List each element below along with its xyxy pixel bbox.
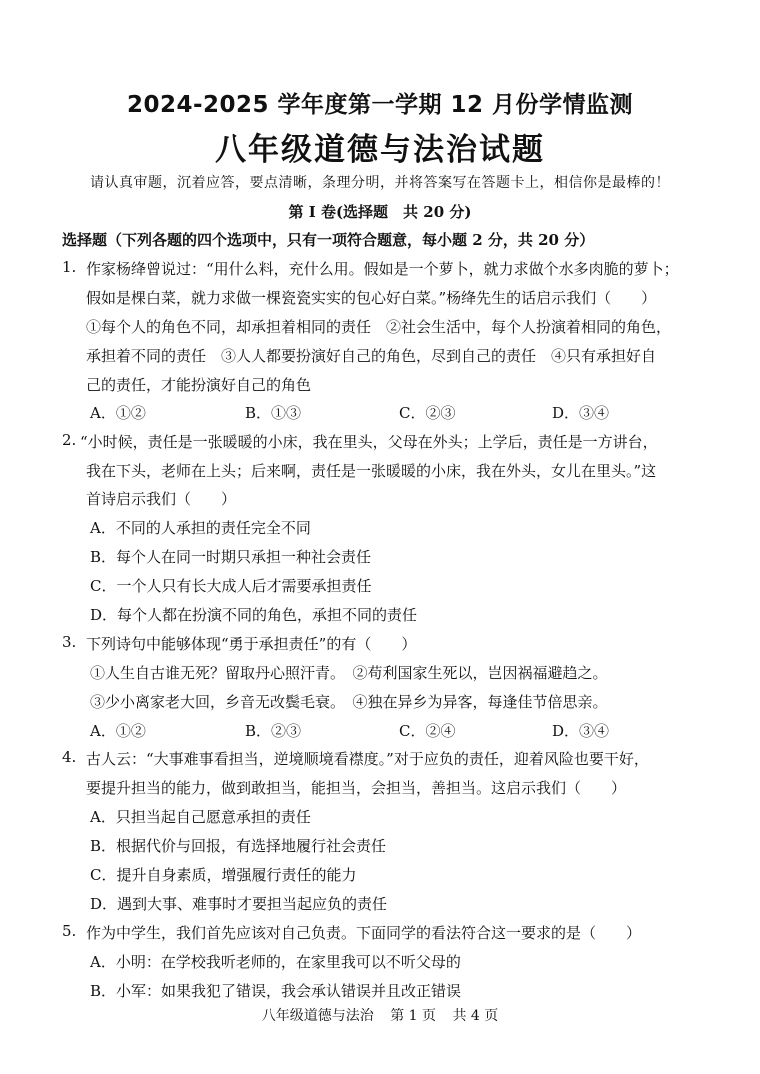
option-b: B．①③	[245, 404, 302, 422]
question-text-line: “小时候，责任是一张暖暖的小床，我在里头，父母在外头；上学后，责任是一方讲台，	[80, 433, 658, 451]
question-text-line: 我在下头，老师在上头；后来啊，责任是一张暖暖的小床，我在外头，女儿在里头。”这	[86, 462, 657, 480]
exam-title-line1: 2024-2025 学年度第一学期 12 月份学情监测	[126, 92, 634, 118]
section-title: 第 I 卷(选择题 共 20 分)	[288, 203, 472, 221]
question-text-line: 首诗启示我们（ ）	[86, 490, 237, 508]
question-number: 1.	[62, 258, 77, 276]
footer-page-number: 第 1 页	[390, 1008, 436, 1024]
question-number: 5.	[62, 922, 77, 940]
option-c: C．②④	[399, 722, 456, 740]
option-b: B．每个人在同一时期只承担一种社会责任	[90, 548, 372, 566]
option-b: B．根据代价与回报，有选择地履行社会责任	[90, 837, 387, 855]
option-c: C．一个人只有长大成人后才需要承担责任	[90, 577, 372, 595]
option-d: D．③④	[552, 404, 610, 422]
question-text-line: 下列诗句中能够体现“勇于承担责任”的有（ ）	[86, 635, 417, 653]
option-a: A．①②	[90, 722, 146, 740]
option-d: D．③④	[552, 722, 610, 740]
option-b: B．小军：如果我犯了错误，我会承认错误并且改正错误	[90, 982, 462, 1000]
section-instruction: 选择题（下列各题的四个选项中，只有一项符合题意，每小题 2 分，共 20 分）	[62, 231, 595, 249]
question-number: 2.	[62, 431, 77, 449]
question-text-line: 假如是棵白菜，就力求做一棵瓷瓷实实的包心好白菜。”杨绛先生的话启示我们（ ）	[86, 289, 657, 307]
question-number: 4.	[62, 748, 77, 766]
option-a: A．只担当起自己愿意承担的责任	[90, 808, 311, 826]
question-text-line: 作家杨绛曾说过：“用什么料，充什么用。假如是一个萝卜，就力求做个水多肉脆的萝卜；	[86, 260, 679, 278]
footer-subject: 八年级道德与法治	[261, 1008, 374, 1024]
option-a: A．不同的人承担的责任完全不同	[90, 519, 311, 537]
question-text-line: 古人云：“大事难事看担当，逆境顺境看襟度。”对于应负的责任，迎着风险也要干好，	[86, 750, 649, 768]
page-footer	[0, 1005, 760, 1025]
question-text-line: 作为中学生，我们首先应该对自己负责。下面同学的看法符合这一要求的是（ ）	[86, 924, 642, 942]
question-text-line: 承担着不同的责任 ③人人都要扮演好自己的角色，尽到自己的责任 ④只有承担好自	[86, 347, 657, 365]
question-text-line: ①每个人的角色不同，却承担着相同的责任 ②社会生活中，每个人扮演着相同的角色，	[86, 318, 672, 336]
option-c: C．②③	[399, 404, 456, 422]
footer-total-pages: 共 4 页	[452, 1008, 499, 1024]
question-text-line: ③少小离家老大回，乡音无改鬓毛衰。 ④独在异乡为异客，每逢佳节倍思亲。	[90, 693, 608, 711]
exam-title-line2: 八年级道德与法治试题	[215, 132, 545, 168]
question-text-line: 要提升担当的能力，做到敢担当，能担当，会担当，善担当。这启示我们（ ）	[86, 779, 627, 797]
option-c: C．提升自身素质，增强履行责任的能力	[90, 866, 357, 884]
question-number: 3.	[62, 633, 77, 651]
option-d: D．遇到大事、难事时才要担当起应负的责任	[90, 895, 388, 913]
option-b: B．②③	[245, 722, 302, 740]
option-a: A．①②	[90, 404, 146, 422]
option-a: A．小明：在学校我听老师的，在家里我可以不听父母的	[90, 953, 461, 971]
exam-notice: 请认真审题，沉着应答，要点清晰，条理分明，并将答案写在答题卡上，相信你是最棒的！	[90, 175, 670, 191]
question-text-line: 己的责任，才能扮演好自己的角色	[86, 376, 312, 394]
question-text-line: ①人生自古谁无死？留取丹心照汗青。 ②苟利国家生死以，岂因祸福避趋之。	[90, 664, 608, 682]
option-d: D．每个人都在扮演不同的角色，承担不同的责任	[90, 606, 418, 624]
